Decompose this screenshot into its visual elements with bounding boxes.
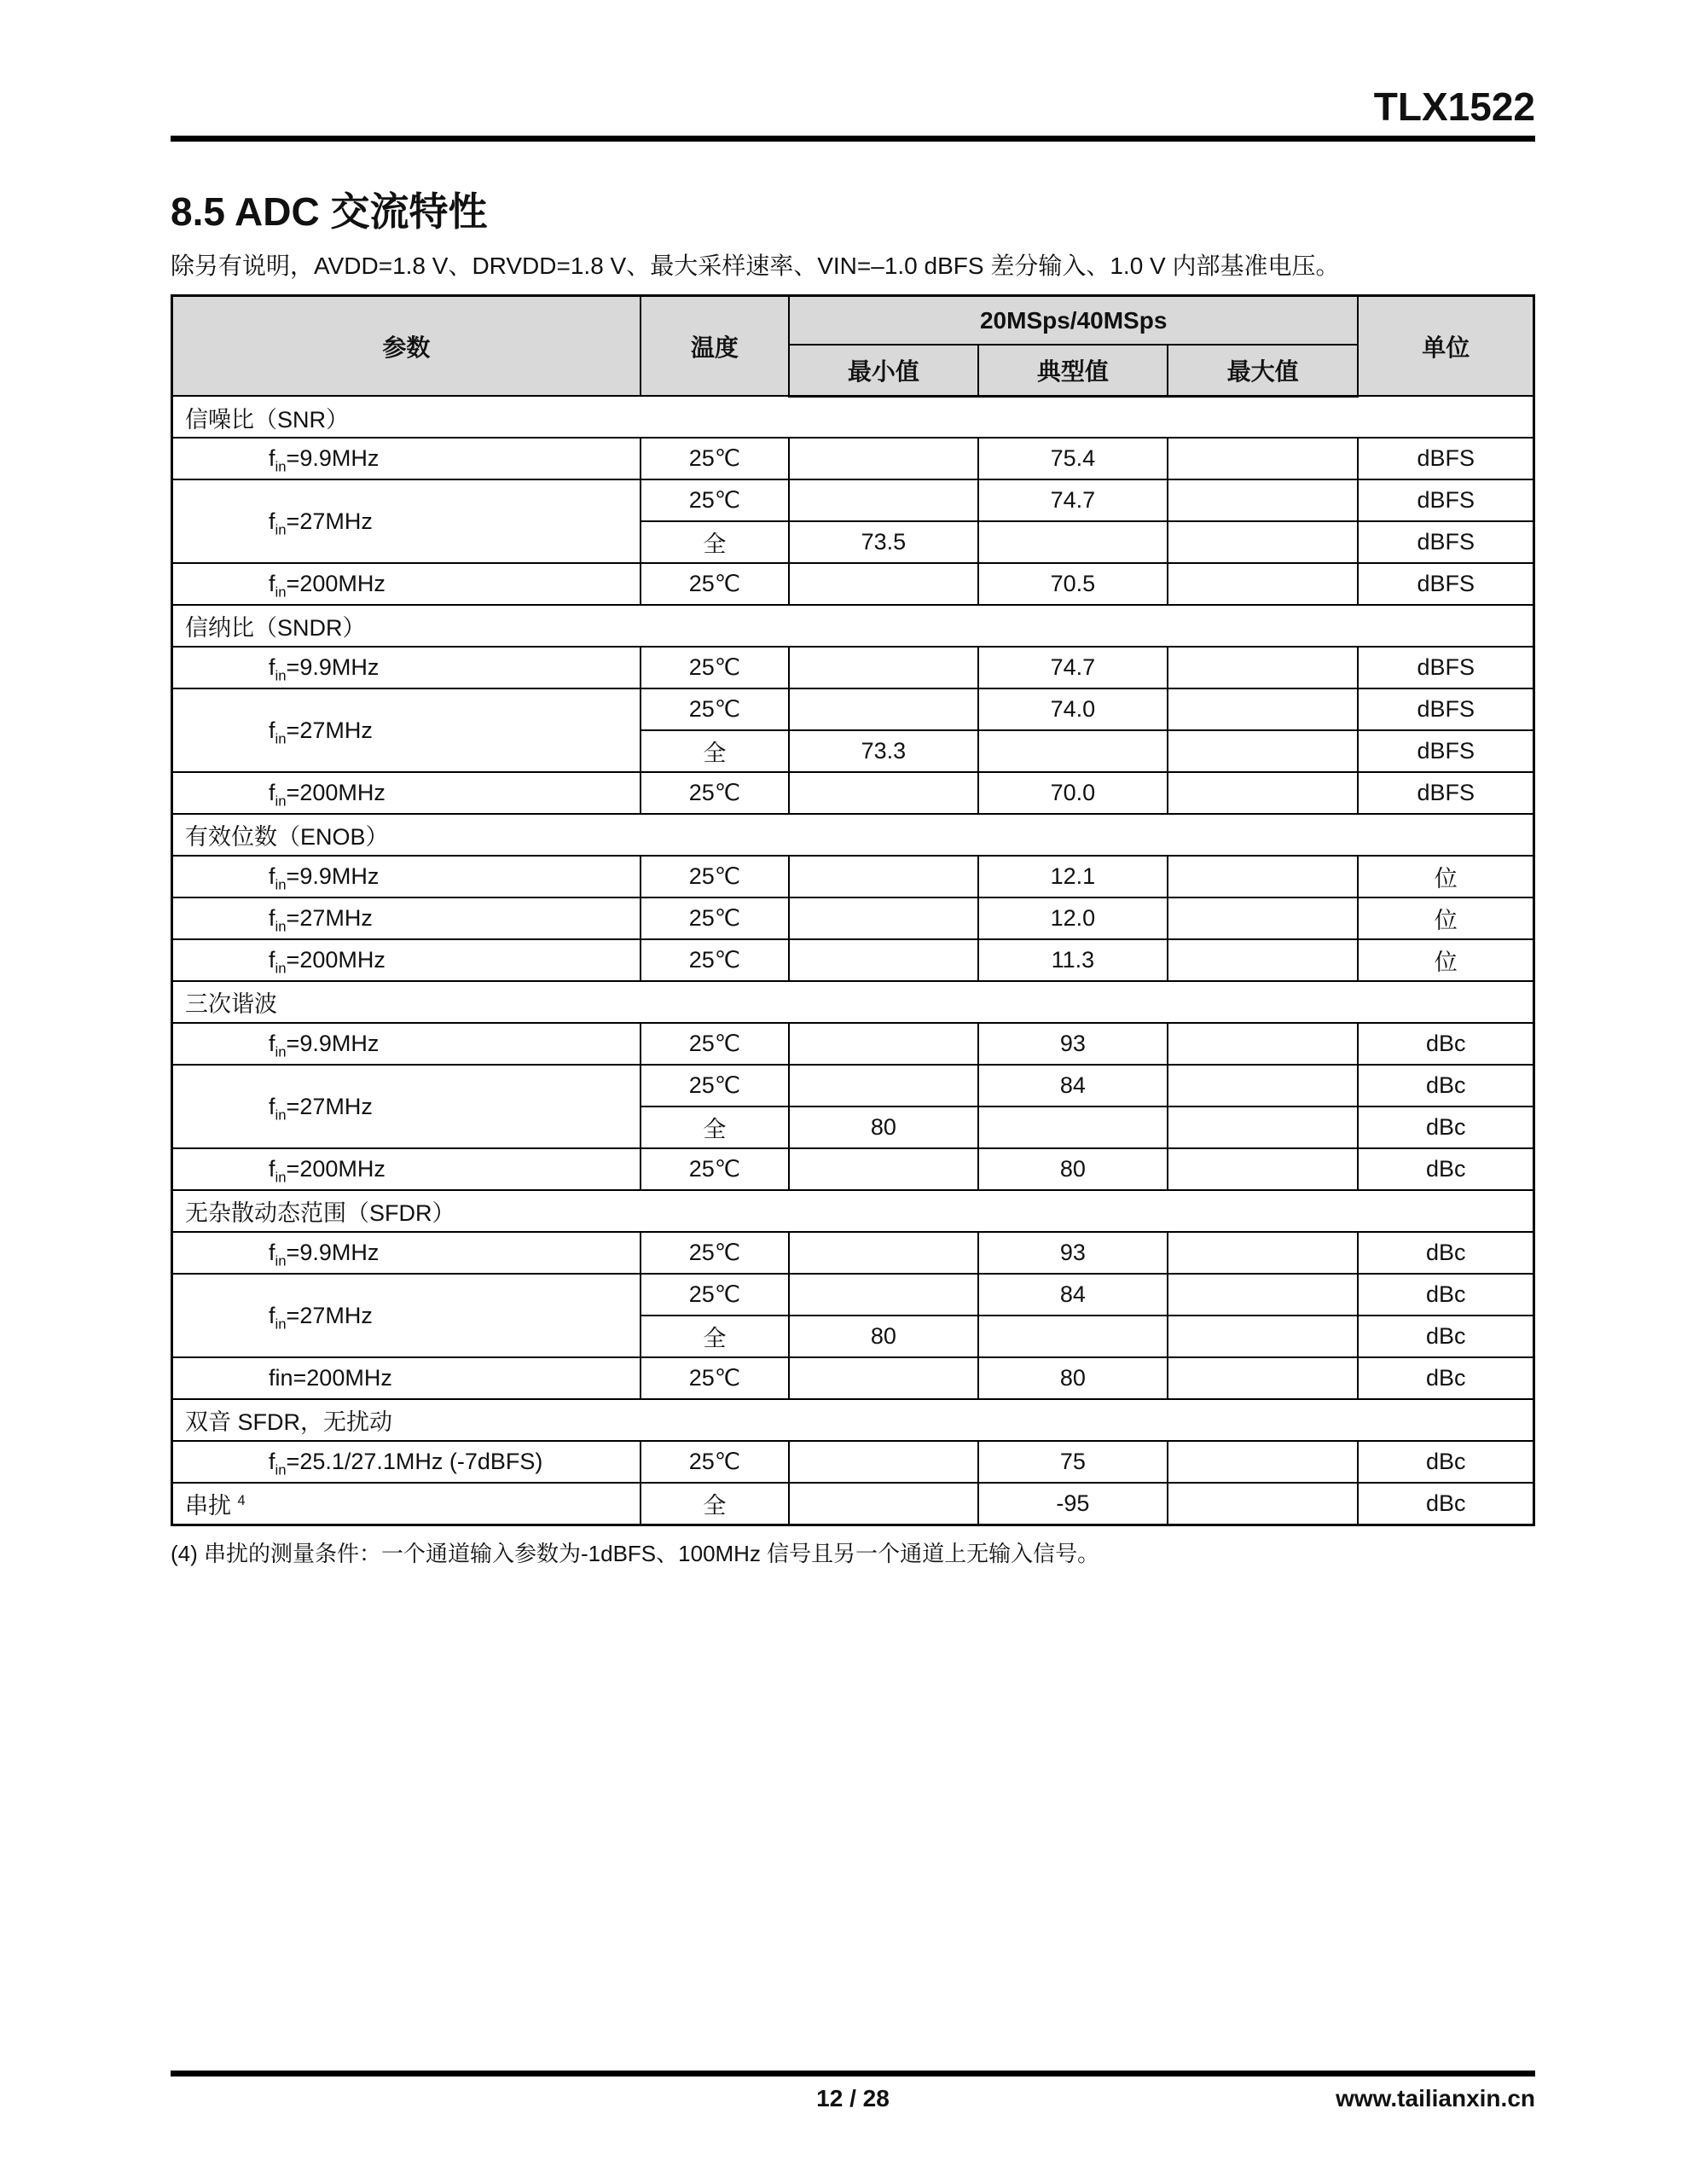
footer-rule [171, 2071, 1535, 2077]
subscript-text: in [275, 584, 287, 601]
subscript-text: in [275, 876, 287, 893]
unit-cell [1358, 1148, 1533, 1190]
typ-cell [978, 479, 1168, 521]
cell-text: 74.7 [1050, 654, 1096, 681]
unit-cell [1358, 1065, 1533, 1107]
cell-text: fin=200MHz [269, 1365, 392, 1391]
param-cell [172, 1023, 641, 1065]
cell-text: 全 [703, 741, 727, 767]
cell-text: 25℃ [688, 487, 741, 514]
temp-cell [641, 563, 789, 605]
min-cell [789, 730, 978, 772]
section-heading: 8.5 ADC 交流特性 [171, 189, 488, 234]
website-url: www.tailianxin.cn [1336, 2085, 1535, 2111]
cell-text: 25℃ [688, 1281, 741, 1308]
cell-text: 12.0 [1050, 905, 1096, 932]
temp-cell [641, 688, 789, 730]
typ-cell [978, 897, 1168, 939]
cell-text: 全 [703, 1326, 727, 1352]
param-cell [172, 772, 641, 814]
min-cell [789, 1148, 978, 1190]
cell-text: 84 [1059, 1072, 1086, 1099]
data-row [172, 1274, 1534, 1316]
section-cell [172, 605, 1534, 647]
cell-text: 信纳比（SNDR） [185, 615, 366, 642]
cell-text: 全 [703, 1493, 727, 1519]
temp-cell [641, 479, 789, 521]
min-cell [789, 1316, 978, 1357]
subscript-text: in [275, 1169, 287, 1186]
max-cell [1168, 772, 1359, 814]
cell-text: 12.1 [1050, 863, 1096, 890]
section-row [172, 605, 1534, 647]
unit-cell [1358, 563, 1533, 605]
col-header-param: 参数 [172, 295, 641, 396]
cell-text: =27MHz [286, 508, 373, 534]
cell-text: 25℃ [688, 780, 741, 806]
unit-cell [1358, 479, 1533, 521]
param-cell [172, 856, 641, 897]
unit-cell [1358, 1483, 1533, 1525]
subscript-text: in [275, 667, 287, 684]
cell-text: f [269, 1156, 275, 1182]
temp-cell [641, 897, 789, 939]
section-row [172, 981, 1534, 1023]
typ-cell [978, 939, 1168, 981]
typ-cell [978, 730, 1168, 772]
cell-text: 11.3 [1051, 947, 1095, 973]
data-row [172, 647, 1534, 688]
cell-text: f [269, 508, 275, 534]
section-row [172, 814, 1534, 856]
max-cell [1168, 688, 1359, 730]
section-cell [172, 814, 1534, 856]
cell-text: f [269, 780, 275, 806]
max-cell [1168, 647, 1359, 688]
cell-text: dBc [1425, 1240, 1466, 1266]
temp-cell [641, 1023, 789, 1065]
min-cell [789, 479, 978, 521]
min-cell [789, 1274, 978, 1316]
max-cell [1168, 521, 1359, 563]
col-header-temp: 温度 [641, 295, 789, 396]
cell-text: 25℃ [688, 863, 741, 890]
temp-cell [641, 438, 789, 479]
typ-cell [978, 1232, 1168, 1274]
param-cell [172, 1357, 641, 1399]
min-cell [789, 438, 978, 479]
max-cell [1168, 1107, 1359, 1148]
max-cell [1168, 1483, 1359, 1525]
cell-text: =25.1/27.1MHz (-7dBFS) [286, 1449, 543, 1475]
param-cell [172, 1274, 641, 1357]
table-header-row-1 [172, 295, 1534, 345]
cell-text: =200MHz [286, 1156, 386, 1182]
section-row [172, 1399, 1534, 1441]
cell-text: =27MHz [286, 905, 373, 932]
data-row [172, 939, 1534, 981]
param-cell [172, 438, 641, 479]
test-conditions: 除另有说明，AVDD=1.8 V、DRVDD=1.8 V、最大采样速率、VIN=–1.0 dBFS 差分输入、1.0 V 内部基准电压。 [171, 253, 1340, 280]
cell-text: 75.4 [1050, 445, 1096, 472]
unit-cell [1358, 939, 1533, 981]
max-cell [1168, 1274, 1359, 1316]
section-cell [172, 396, 1534, 438]
unit-cell [1358, 521, 1533, 563]
cell-text: dBFS [1417, 445, 1475, 472]
min-cell [789, 1441, 978, 1483]
cell-text: 75 [1059, 1449, 1086, 1475]
subscript-text: in [275, 793, 287, 810]
cell-text: f [269, 1240, 275, 1266]
cell-text: dBc [1425, 1449, 1466, 1475]
cell-text: =27MHz [286, 717, 373, 743]
temp-cell [641, 647, 789, 688]
typ-cell [978, 438, 1168, 479]
data-row [172, 1023, 1534, 1065]
cell-text: 25℃ [688, 696, 741, 723]
cell-text: dBFS [1417, 654, 1475, 681]
typ-cell [978, 563, 1168, 605]
cell-text: dBFS [1417, 487, 1475, 514]
cell-text: =27MHz [286, 1093, 373, 1119]
temp-cell [641, 1483, 789, 1525]
data-row [172, 563, 1534, 605]
cell-text: 25℃ [688, 571, 741, 597]
subscript-text: in [275, 1107, 287, 1124]
typ-cell [978, 772, 1168, 814]
cell-text: dBc [1425, 1490, 1466, 1517]
cell-text: dBFS [1417, 571, 1475, 597]
min-cell [789, 856, 978, 897]
superscript-text: 4 [237, 1493, 246, 1509]
min-cell [789, 1023, 978, 1065]
max-cell [1168, 897, 1359, 939]
cell-text: 25℃ [688, 905, 741, 932]
typ-cell [978, 856, 1168, 897]
cell-text: 双音 SFDR，无扰动 [185, 1409, 392, 1436]
data-row [172, 856, 1534, 897]
typ-cell [978, 1023, 1168, 1065]
min-cell [789, 939, 978, 981]
subscript-text: in [275, 521, 287, 538]
cell-text: f [269, 863, 275, 890]
cell-text: dBc [1425, 1323, 1466, 1350]
col-header-unit: 单位 [1358, 295, 1533, 396]
subscript-text: in [275, 730, 287, 747]
temp-cell [641, 1107, 789, 1148]
min-cell [789, 563, 978, 605]
cell-text: dBFS [1417, 529, 1475, 555]
cell-text: 有效位数（ENOB） [185, 824, 389, 851]
cell-text: f [269, 1449, 275, 1475]
table-header [172, 295, 1534, 396]
cell-text: dBc [1425, 1072, 1466, 1099]
unit-cell [1358, 1316, 1533, 1357]
cell-text: 93 [1059, 1031, 1086, 1057]
data-row [172, 897, 1534, 939]
temp-cell [641, 1441, 789, 1483]
max-cell [1168, 1232, 1359, 1274]
cell-text: -95 [1056, 1490, 1090, 1517]
temp-cell [641, 1148, 789, 1190]
temp-cell [641, 1065, 789, 1107]
cell-text: 全 [703, 1117, 727, 1143]
max-cell [1168, 1148, 1359, 1190]
cell-text: f [269, 654, 275, 681]
min-cell [789, 521, 978, 563]
header-rule [171, 136, 1535, 142]
cell-text: 串扰 [185, 1493, 238, 1519]
cell-text: dBc [1425, 1156, 1466, 1182]
min-cell [789, 1232, 978, 1274]
cell-text: 全 [703, 531, 727, 558]
cell-text: =27MHz [286, 1302, 373, 1328]
cell-text: f [269, 1093, 275, 1119]
col-header-typ: 典型值 [978, 345, 1168, 396]
cell-text: 70.5 [1050, 571, 1096, 597]
cell-text: 25℃ [688, 445, 741, 472]
section-cell [172, 981, 1534, 1023]
param-cell [172, 1483, 641, 1525]
subscript-text: in [275, 1316, 287, 1333]
section-row [172, 396, 1534, 438]
max-cell [1168, 438, 1359, 479]
cell-text: 80 [1059, 1365, 1086, 1391]
max-cell [1168, 1441, 1359, 1483]
min-cell [789, 772, 978, 814]
cell-text: 73.5 [861, 529, 907, 555]
unit-cell [1358, 438, 1533, 479]
cell-text: =9.9MHz [286, 1031, 380, 1057]
unit-cell [1358, 856, 1533, 897]
temp-cell [641, 1357, 789, 1399]
max-cell [1168, 1357, 1359, 1399]
section-cell [172, 1190, 1534, 1232]
data-row [172, 1148, 1534, 1190]
temp-cell [641, 1316, 789, 1357]
subscript-text: in [275, 458, 287, 475]
col-header-sample-rate-group: 20MSps/40MSps [789, 295, 1359, 345]
param-cell [172, 1065, 641, 1148]
cell-text: 80 [1059, 1156, 1086, 1182]
cell-text: 无杂散动态范围（SFDR） [185, 1200, 455, 1227]
cell-text: =9.9MHz [286, 654, 380, 681]
unit-cell [1358, 1357, 1533, 1399]
typ-cell [978, 1483, 1168, 1525]
cell-text: 93 [1059, 1240, 1086, 1266]
min-cell [789, 1357, 978, 1399]
param-cell [172, 897, 641, 939]
cell-text: 25℃ [688, 947, 741, 973]
cell-text: f [269, 947, 275, 973]
cell-text: f [269, 445, 275, 472]
min-cell [789, 897, 978, 939]
subscript-text: in [275, 918, 287, 935]
cell-text: 73.3 [861, 738, 907, 764]
max-cell [1168, 856, 1359, 897]
cell-text: =200MHz [286, 571, 386, 597]
cell-text: 74.0 [1050, 696, 1096, 723]
data-row [172, 479, 1534, 521]
typ-cell [978, 1274, 1168, 1316]
typ-cell [978, 688, 1168, 730]
unit-cell [1358, 688, 1533, 730]
cell-text: 25℃ [688, 1365, 741, 1391]
cell-text: 信噪比（SNR） [185, 406, 350, 433]
unit-cell [1358, 897, 1533, 939]
temp-cell [641, 521, 789, 563]
cell-text: dBFS [1417, 696, 1475, 723]
typ-cell [978, 1107, 1168, 1148]
cell-text: 25℃ [688, 1031, 741, 1057]
min-cell [789, 1065, 978, 1107]
temp-cell [641, 939, 789, 981]
footnote: (4) 串扰的测量条件：一个通道输入参数为-1dBFS、100MHz 信号且另一个通道上无输入信号。 [171, 1540, 1100, 1566]
cell-text: f [269, 1302, 275, 1328]
max-cell [1168, 563, 1359, 605]
unit-cell [1358, 772, 1533, 814]
cell-text: 25℃ [688, 1240, 741, 1266]
unit-cell [1358, 1441, 1533, 1483]
data-row [172, 1065, 1534, 1107]
typ-cell [978, 647, 1168, 688]
col-header-min: 最小值 [789, 345, 978, 396]
subscript-text: in [275, 960, 287, 977]
cell-text: dBFS [1417, 738, 1475, 764]
typ-cell [978, 1065, 1168, 1107]
max-cell [1168, 1023, 1359, 1065]
unit-cell [1358, 1232, 1533, 1274]
min-cell [789, 1107, 978, 1148]
data-row [172, 1441, 1534, 1483]
param-cell [172, 1232, 641, 1274]
subscript-text: in [275, 1461, 287, 1478]
typ-cell [978, 1316, 1168, 1357]
temp-cell [641, 1232, 789, 1274]
data-row [172, 1232, 1534, 1274]
cell-text: f [269, 905, 275, 932]
min-cell [789, 647, 978, 688]
cell-text: =9.9MHz [286, 445, 380, 472]
max-cell [1168, 479, 1359, 521]
unit-cell [1358, 1274, 1533, 1316]
cell-text: f [269, 571, 275, 597]
cell-text: dBc [1425, 1281, 1466, 1308]
param-cell [172, 688, 641, 772]
data-row [172, 772, 1534, 814]
page-footer [171, 2085, 1535, 2119]
section-cell [172, 1399, 1534, 1441]
subscript-text: in [275, 1043, 287, 1060]
temp-cell [641, 856, 789, 897]
cell-text: dBc [1425, 1114, 1466, 1141]
cell-text: 位 [1434, 908, 1458, 934]
spec-table-body [172, 396, 1534, 1525]
cell-text: 25℃ [688, 1072, 741, 1099]
max-cell [1168, 1065, 1359, 1107]
typ-cell [978, 1441, 1168, 1483]
cell-text: f [269, 717, 275, 743]
param-cell [172, 1441, 641, 1483]
cell-text: 三次谐波 [185, 991, 277, 1018]
temp-cell [641, 1274, 789, 1316]
cell-text: 位 [1434, 950, 1458, 976]
temp-cell [641, 730, 789, 772]
max-cell [1168, 939, 1359, 981]
cell-text: dBc [1425, 1031, 1466, 1057]
min-cell [789, 1483, 978, 1525]
cell-text: 25℃ [688, 654, 741, 681]
min-cell [789, 688, 978, 730]
cell-text: 80 [870, 1323, 896, 1350]
cell-text: 80 [870, 1114, 896, 1141]
cell-text: dBFS [1417, 780, 1475, 806]
data-row [172, 1483, 1534, 1525]
cell-text: 25℃ [688, 1156, 741, 1182]
cell-text: =9.9MHz [286, 863, 380, 890]
max-cell [1168, 1316, 1359, 1357]
cell-text: 位 [1434, 866, 1458, 892]
cell-text: f [269, 1031, 275, 1057]
cell-text: 70.0 [1050, 780, 1096, 806]
param-cell [172, 647, 641, 688]
cell-text: =200MHz [286, 947, 386, 973]
unit-cell [1358, 1107, 1533, 1148]
typ-cell [978, 1357, 1168, 1399]
cell-text: dBc [1425, 1365, 1466, 1391]
unit-cell [1358, 730, 1533, 772]
param-cell [172, 1148, 641, 1190]
unit-cell [1358, 1023, 1533, 1065]
cell-text: 84 [1059, 1281, 1086, 1308]
data-row [172, 1357, 1534, 1399]
cell-text: =9.9MHz [286, 1240, 380, 1266]
max-cell [1168, 730, 1359, 772]
section-row [172, 1190, 1534, 1232]
temp-cell [641, 772, 789, 814]
unit-cell [1358, 647, 1533, 688]
col-header-max: 最大值 [1168, 345, 1359, 396]
doc-title: TLX1522 [1373, 84, 1535, 129]
cell-text: 25℃ [688, 1449, 741, 1475]
typ-cell [978, 1148, 1168, 1190]
param-cell [172, 563, 641, 605]
data-row [172, 438, 1534, 479]
subscript-text: in [275, 1252, 287, 1269]
adc-ac-characteristics-table [171, 294, 1535, 1526]
param-cell [172, 939, 641, 981]
param-cell [172, 479, 641, 563]
cell-text: =200MHz [286, 780, 386, 806]
data-row [172, 688, 1534, 730]
page-content [171, 0, 1535, 1569]
page-number: 12 / 28 [816, 2085, 890, 2111]
typ-cell [978, 521, 1168, 563]
cell-text: 74.7 [1050, 487, 1096, 514]
